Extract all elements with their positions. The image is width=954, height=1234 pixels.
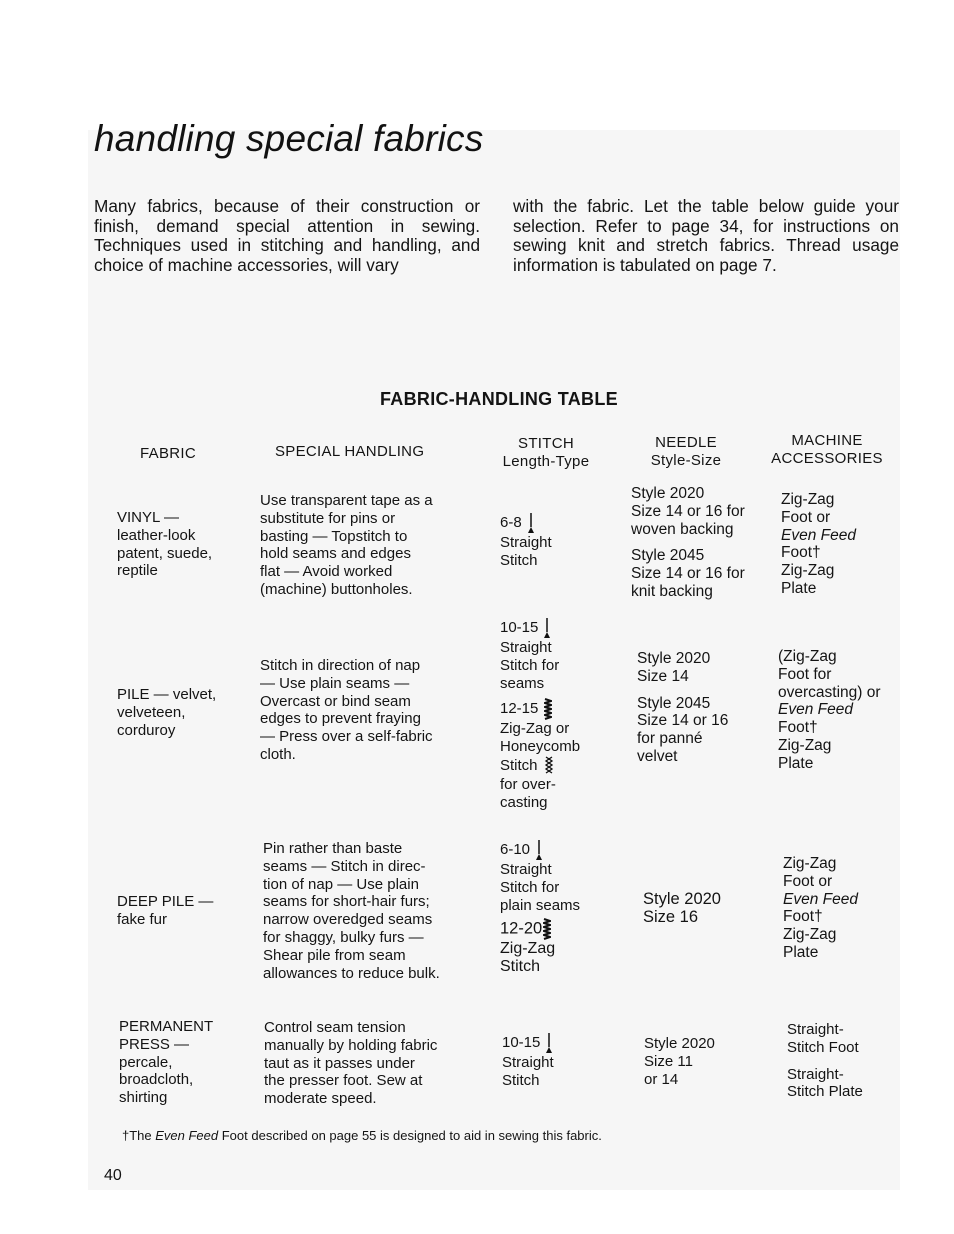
needle-line: knit backing (631, 582, 713, 600)
row-pile-accessories (778, 648, 881, 773)
page-title: handling special fabrics (94, 118, 484, 159)
accessory-line: Straight- (787, 1065, 844, 1083)
row-vinyl-fabric (117, 509, 212, 580)
handling-line: Stitch in direction of nap (260, 657, 421, 674)
needle-line: Style 2020 (631, 485, 705, 502)
fabric-line: PRESS — (119, 1035, 190, 1053)
needle-line: Size 14 or 16 (637, 712, 729, 730)
stitch-line: Straight (500, 639, 552, 656)
header-needle (646, 434, 726, 470)
stitch-length-line (500, 839, 580, 861)
stitch-line: Straight (502, 1054, 554, 1071)
needle-line: Size 14 or 16 for (631, 502, 745, 520)
needle-line: woven backing (631, 520, 734, 538)
handling-line: for shaggy, bulky furs — (263, 928, 424, 946)
handling-line: moderate speed. (264, 1090, 377, 1108)
accessory-line: Zig-Zag (778, 736, 832, 754)
handling-line: the presser foot. Sew at (264, 1072, 423, 1090)
handling-line: substitute for pins or (260, 509, 396, 527)
row-vinyl-handling (260, 492, 433, 599)
zigzag-stitch-icon (543, 918, 551, 940)
stitch-type-line (500, 756, 580, 776)
straight-stitch-icon (536, 839, 542, 861)
needle-line: Size 11 (644, 1052, 693, 1070)
stitch-length: 10-15 (500, 618, 539, 636)
header-accessories (768, 432, 886, 468)
stitch-line: Stitch (500, 551, 538, 569)
header-stitch-line2: Length-Type (502, 453, 590, 470)
row-permanent-press-fabric (119, 1018, 213, 1107)
accessory-line: Foot† (781, 544, 821, 562)
handling-line: Use transparent tape as a (260, 492, 433, 509)
stitch-type: Stitch (500, 756, 538, 774)
accessory-line: Even Feed (778, 701, 853, 719)
fabric-line: PILE — velvet, (117, 686, 217, 703)
needle-line: Size 14 or 16 for (631, 565, 745, 583)
fabric-line: percale, (119, 1053, 173, 1071)
spacer (631, 538, 745, 547)
row-pile-stitch (500, 617, 580, 812)
row-pile-fabric (117, 686, 216, 739)
row-vinyl-needle (631, 485, 745, 601)
needle-line: Style 2020 (637, 650, 711, 667)
stitch-line: Zig-Zag or (500, 720, 570, 738)
header-needle-line1: NEEDLE (655, 434, 717, 451)
accessory-line: (Zig-Zag (778, 648, 837, 665)
header-stitch (498, 435, 594, 471)
row-permanent-press-stitch (502, 1032, 554, 1090)
accessory-line: Even Feed (781, 526, 856, 544)
fabric-line: velveteen, (117, 703, 186, 721)
fabric-line: broadcloth, (119, 1071, 194, 1089)
fabric-line: VINYL — (117, 509, 179, 526)
fabric-line: reptile (117, 562, 158, 580)
accessory-line: Zig-Zag (781, 491, 835, 508)
handling-line: basting — Topstitch to (260, 527, 408, 545)
handling-line: allowances to reduce bulk. (263, 964, 440, 982)
header-needle-line2: Style-Size (650, 452, 722, 469)
accessory-line: Foot or (781, 508, 831, 526)
handling-line: Overcast or bind seam (260, 692, 411, 710)
stitch-length: 10-15 (502, 1033, 541, 1051)
needle-line: velvet (637, 747, 678, 765)
fabric-line: PERMANENT (119, 1018, 214, 1035)
footnote-text: Foot described on page 55 is designed to aid in sewing this fabric. (218, 1128, 602, 1143)
needle-line: Style 2020 (644, 1035, 715, 1052)
straight-stitch-icon (546, 1032, 552, 1054)
header-special-handling: SPECIAL HANDLING (275, 443, 425, 460)
needle-line: Style 2045 (637, 694, 711, 712)
fabric-line: shirting (119, 1089, 168, 1107)
stitch-line: seams (500, 674, 545, 692)
fabric-line: corduroy (117, 721, 176, 739)
stitch-length-line (500, 698, 580, 720)
needle-line: Size 14 (637, 667, 689, 685)
header-stitch-line1: STITCH (518, 435, 574, 452)
accessory-line: Straight- (787, 1021, 844, 1038)
row-deep-pile-accessories (783, 855, 858, 962)
accessory-line: Foot for (778, 665, 832, 683)
stitch-length-line (500, 918, 580, 940)
stitch-line: casting (500, 793, 548, 811)
needle-line: or 14 (644, 1070, 679, 1088)
accessory-line: Stitch Foot (787, 1038, 859, 1056)
row-vinyl-accessories (781, 491, 856, 598)
accessory-line: Zig-Zag (781, 562, 835, 580)
spacer (637, 686, 728, 695)
handling-line: (machine) buttonholes. (260, 580, 413, 598)
intro-paragraph-left: Many fabrics, because of their construction or finish, demand special attention in sewing. Techniques used in stitching and handling, and choice of machine accessories, will vary (94, 196, 480, 275)
handling-line: narrow overedged seams (263, 911, 433, 929)
accessory-line: Plate (778, 754, 814, 772)
fabric-line: patent, suede, (117, 544, 213, 562)
stitch-line: plain seams (500, 896, 581, 914)
handling-line: tion of nap — Use plain (263, 875, 419, 893)
accessory-line: Even Feed (783, 890, 858, 908)
stitch-length: 12-15 (500, 700, 539, 718)
row-deep-pile-handling (263, 840, 440, 982)
fabric-line: leather-look (117, 526, 196, 544)
row-pile-needle (637, 650, 728, 766)
needle-line: Style 2045 (631, 547, 705, 565)
zigzag-stitch-icon (544, 698, 552, 720)
straight-stitch-icon (544, 617, 550, 639)
row-deep-pile-stitch (500, 839, 580, 976)
handling-line: cloth. (260, 745, 296, 763)
handling-line: flat — Avoid worked (260, 563, 393, 581)
handling-line: — Use plain seams — (260, 674, 410, 692)
row-pile-handling (260, 657, 433, 764)
handling-line: Shear pile from seam (263, 946, 406, 964)
handling-line: hold seams and edges (260, 545, 411, 563)
header-accessories-line1: MACHINE (791, 432, 863, 449)
handling-line: Pin rather than baste (263, 840, 403, 857)
handling-line: Control seam tension (264, 1019, 406, 1036)
handling-line: — Press over a self-fabric (260, 728, 433, 746)
stitch-line: Honeycomb (500, 738, 581, 756)
table-title: FABRIC-HANDLING TABLE (380, 389, 618, 409)
accessory-line: Stitch Plate (787, 1083, 863, 1101)
stitch-length-line (502, 1032, 554, 1054)
stitch-length-line (500, 512, 552, 534)
handling-line: edges to prevent fraying (260, 710, 421, 728)
header-fabric: FABRIC (140, 445, 196, 462)
stitch-line: Stitch (502, 1071, 540, 1089)
intro-paragraph-right: with the fabric. Let the table below guide your selection. Refer to page 34, for instructions on sewing knit and stretch fabrics. Thread usage information is tabulated on page 7. (513, 196, 899, 275)
footnote-italic-text: Even Feed (155, 1128, 219, 1143)
honeycomb-stitch-icon (544, 756, 554, 776)
accessory-line: Zig-Zag (783, 855, 837, 872)
stitch-line: Stitch for (500, 878, 560, 896)
accessory-line: Foot† (783, 908, 823, 926)
accessory-line: Foot† (778, 719, 818, 737)
stitch-line: Stitch for (500, 656, 560, 674)
row-permanent-press-accessories (787, 1021, 863, 1101)
needle-line: Style 2020 (643, 890, 721, 908)
row-deep-pile-needle (643, 891, 721, 927)
handling-line: seams for short-hair furs; (263, 893, 430, 911)
row-vinyl-stitch (500, 512, 552, 570)
fabric-line: DEEP PILE — (117, 893, 214, 910)
footnote (122, 1128, 602, 1143)
dagger-mark: † (122, 1128, 130, 1143)
stitch-line: Straight (500, 861, 552, 878)
spacer (787, 1057, 863, 1066)
stitch-line: Straight (500, 534, 552, 551)
accessory-line: Zig-Zag (783, 926, 837, 944)
accessory-line: Foot or (783, 872, 833, 890)
accessory-line: overcasting) or (778, 683, 881, 701)
row-permanent-press-handling (264, 1019, 437, 1108)
handling-line: seams — Stitch in direc- (263, 857, 426, 875)
handling-line: taut as it passes under (264, 1054, 415, 1072)
row-deep-pile-fabric (117, 893, 213, 929)
stitch-length: 6-8 (500, 513, 522, 531)
header-accessories-line2: ACCESSORIES (771, 450, 883, 467)
stitch-length: 12-20 (500, 919, 543, 938)
straight-stitch-icon (528, 512, 534, 534)
handling-line: manually by holding fabric (264, 1036, 438, 1054)
needle-line: Size 16 (643, 907, 699, 926)
accessory-line: Plate (781, 579, 817, 597)
stitch-length-line (500, 617, 580, 639)
page-number: 40 (104, 1167, 122, 1184)
stitch-line: for over- (500, 775, 556, 793)
fabric-line: fake fur (117, 910, 168, 928)
row-permanent-press-needle (644, 1035, 715, 1088)
footnote-text: The (129, 1128, 156, 1143)
stitch-line: Stitch (500, 958, 541, 976)
needle-line: for panné (637, 730, 703, 748)
accessory-line: Plate (783, 943, 819, 961)
stitch-line: Zig-Zag (500, 940, 556, 958)
stitch-length: 6-10 (500, 840, 531, 858)
